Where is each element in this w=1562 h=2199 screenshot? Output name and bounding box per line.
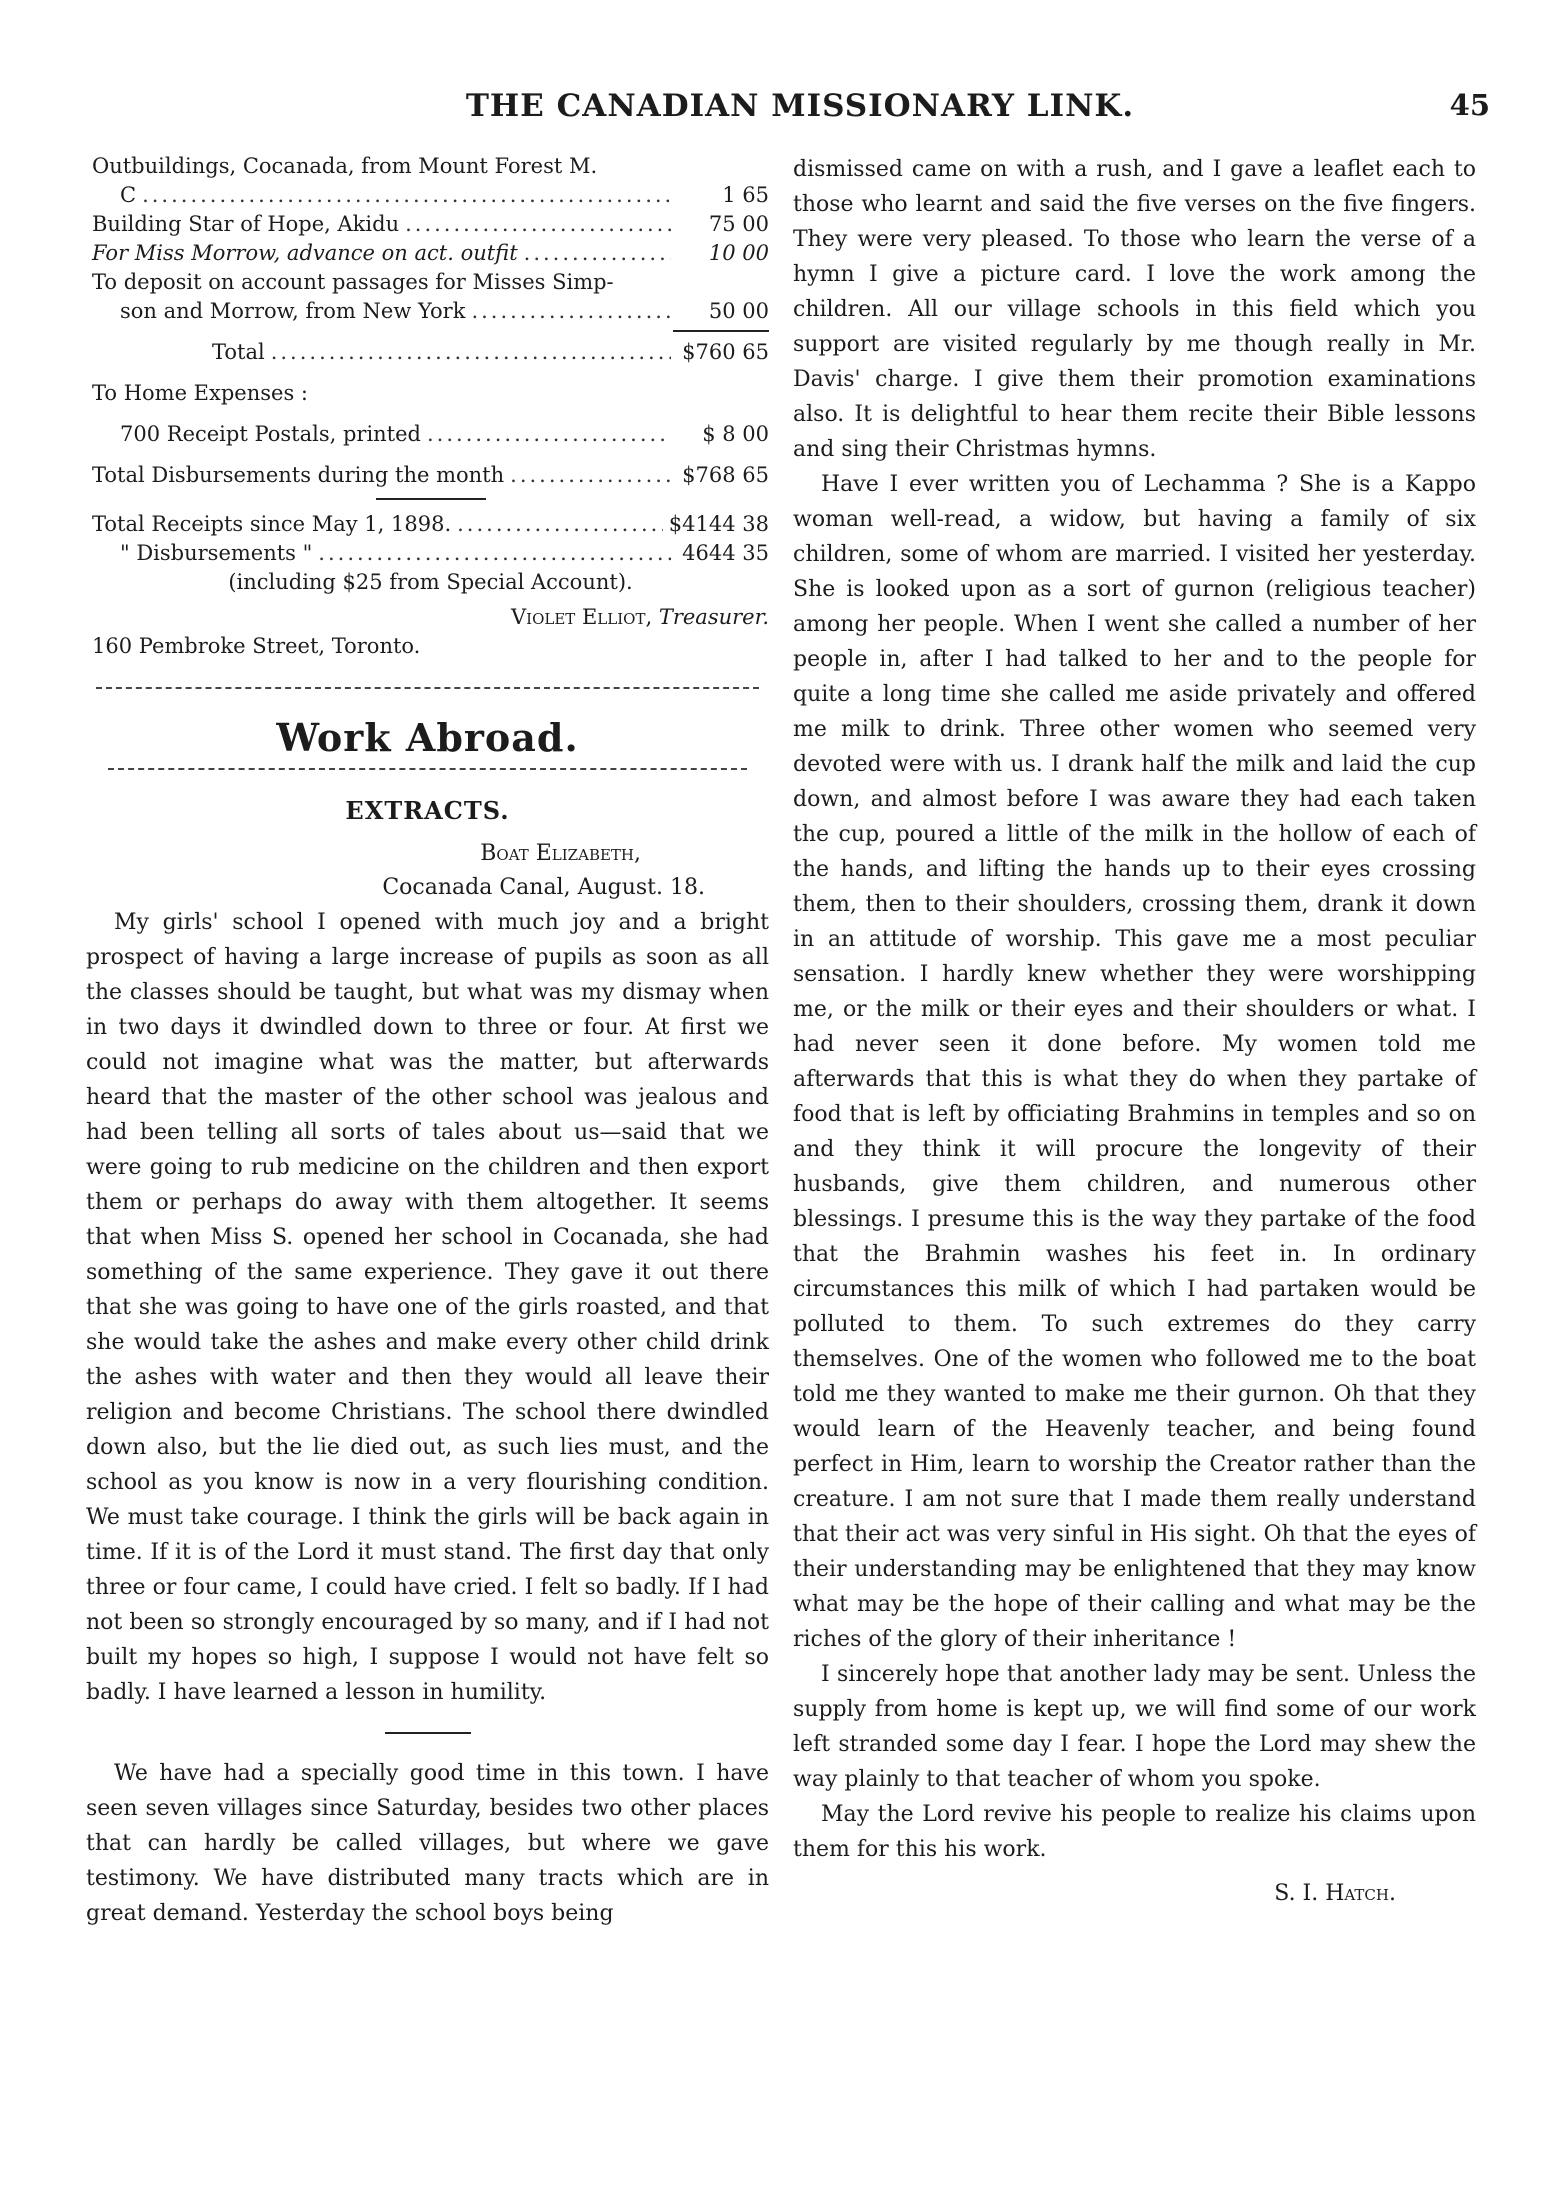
paragraph: May the Lord revive his people to realize his claims upon them for this his work. [793, 1802, 1476, 1862]
treasurer-signature [92, 603, 769, 632]
ledger-amount: 10 00 [708, 241, 769, 265]
ledger-row-label: C [120, 183, 137, 207]
leader-dots [271, 338, 671, 367]
section-title: Work Abroad. [276, 715, 579, 760]
ledger-row [92, 181, 769, 210]
ledger-row-label: 700 Receipt Postals, printed [120, 422, 421, 446]
right-article-text [793, 152, 1476, 1867]
ledger-row-label: For Miss Morrow, advance on act. outfit [92, 241, 518, 265]
paragraph: I sincerely hope that another lady may be sent. Unless the supply from home is kept up, we will find some of our work left stranded some day I fear. I hope the Lord may shew the way plainly to that teacher of whom you spoke. [793, 1662, 1476, 1792]
ledger-amount: 75 00 [708, 212, 769, 236]
ledger-row [92, 420, 769, 449]
leader-dots [142, 181, 671, 210]
treasurer-name: Violet Elliot, [511, 605, 653, 629]
ledger-amount: 1 65 [722, 183, 769, 207]
leader-dots [510, 461, 671, 490]
left-column [86, 152, 769, 1931]
ledger-row-label: To deposit on account passages for Misses Simp- [92, 270, 614, 294]
right-column [793, 152, 1476, 1906]
ledger-total-row [92, 461, 769, 490]
ledger-amount: $760 65 [682, 340, 769, 364]
treasurer-role: Treasurer. [658, 605, 769, 629]
ledger-amount: 4644 35 [682, 541, 769, 565]
leader-dots [318, 539, 671, 568]
ledger-amount: 50 00 [708, 299, 769, 323]
ledger-row [92, 297, 769, 326]
page-number: 45 [1449, 88, 1490, 122]
divider [376, 498, 486, 500]
divider [385, 1732, 471, 1734]
ledger-total-row [92, 338, 769, 367]
sum-rule [673, 330, 769, 332]
paragraph: We have had a specially good time in this town. I have seen seven villages since Saturday, besides two other places that can hardly be called villages, but where we gave testimony. We have distributed many tracts which are in great demand. Yesterday the school boys being [86, 1761, 769, 1926]
ledger-row [92, 539, 769, 568]
section-divider [96, 687, 759, 689]
leader-dots [405, 210, 671, 239]
page-header [110, 88, 1490, 138]
home-expenses-heading: To Home Expenses : [92, 381, 308, 405]
ledger-row-label: Total [212, 340, 265, 364]
ledger-amount: $4144 38 [668, 512, 769, 536]
left-article-text [86, 905, 769, 1931]
section-divider [108, 768, 747, 770]
ledger-row-label: Total Disbursements during the month [92, 463, 505, 487]
paragraph: My girls' school I opened with much joy and a bright prospect of having a large increase of pupils as soon as all the classes should be taught, but what was my dismay when in two days it dwindled down to three or four. At first we could not imagine what was the matter, but afterwards heard that the master of the other school was jealous and had been telling all sorts of tales about us—said that we were going to rub medicine on the children and then export them or perhaps do away with them altogether. It seems that when Miss S. opened her school in Cocanada, she had something of the same experience. They gave it out there that she was going to have one of the girls roasted, and that she would take the ashes and make every other child drink the ashes with water and then they would all leave their religion and become Christians. The school there dwindled down also, but the lie died out, as such lies must, and the school as you know is now in a very flourishing condition. We must take courage. I think the girls will be back again in time. If it is of the Lord it must stand. The first day that only three or four came, I could have cried. I felt so badly. If I had not been so strongly encouraged by so many, and if I had not built my hopes so high, I suppose I would not have felt so badly. I have learned a lesson in humility. [86, 910, 769, 1705]
treasurer-address: 160 Pembroke Street, Toronto. [92, 634, 421, 658]
ledger-row-label: Building Star of Hope, Akidu [92, 212, 400, 236]
paragraph: dismissed came on with a rush, and I gave a leaflet each to those who learnt and said the five verses on the five fingers. They were very pleased. To those who learn the verse of a hymn I give a picture card. I love the work among the children. All our village schools in this field which you support are visited regularly by me though really in Mr. Davis' charge. I give them their promotion examinations also. It is delightful to hear them recite their Bible lessons and sing their Christmas hymns. [793, 157, 1476, 462]
running-title: THE CANADIAN MISSIONARY LINK. [465, 88, 1135, 124]
ledger-amount: $768 65 [682, 463, 769, 487]
author-signature: S. I. Hatch. [1274, 1881, 1396, 1906]
paragraph: Have I ever written you of Lechamma ? She is a Kappo woman well-read, a widow, but having a family of six children, some of whom are married. I visited her yesterday. She is looked upon as a sort of gurnon (religious teacher) among her people. When I went she called a number of her people in, after I had talked to her and to the people for quite a long time she called me aside privately and offered me milk to drink. Three other women who seemed very devoted were with us. I drank half the milk and laid the cup down, and almost before I was aware they had each taken the cup, poured a little of the milk in the hollow of each of the hands, and lifting the hands up to their eyes crossing them, then to their shoulders, crossing them, drank it down in an attitude of worship. This gave me a most peculiar sensation. I hardly knew whether they were worshipping me, or the milk or their eyes and their shoulders or what. I had never seen it done before. My women told me afterwards that this is what they do when they partake of food that is left by officiating Brahmins in temples and so on and they think it will procure the longevity of their husbands, give them children, and numerous other blessings. I presume this is the way they partake of the food that the Brahmin washes his feet in. In ordinary circumstances this milk of which I had partaken would be polluted to them. To such extremes do they carry themselves. One of the women who followed me to the boat told me they wanted to make me their gurnon. Oh that they would learn of the Heavenly teacher, and being found perfect in Him, learn to worship the Creator rather than the creature. I am not sure that I made them really understand that their act was very sinful in His sight. Oh that the eyes of their understanding may be enlightened that they may know what may be the hope of their calling and what may be the riches of the glory of their inheritance ! [793, 472, 1476, 1652]
ledger-row-label: Outbuildings, Cocanada, from Mount Forest M. [92, 154, 598, 178]
leader-dots [457, 510, 663, 539]
ledger-amount: $ 8 00 [702, 422, 769, 446]
leader-dots [524, 239, 671, 268]
letter-place-date: Cocanada Canal, August. 18. [382, 875, 705, 900]
ledger-row [92, 239, 769, 268]
leader-dots [427, 420, 671, 449]
ledger-row [92, 510, 769, 539]
ledger-row-label: " Disbursements " [120, 541, 313, 565]
treasurer-ledger [92, 152, 769, 661]
letter-place: Boat Elizabeth, [480, 841, 641, 866]
leader-dots [471, 297, 671, 326]
subsection-heading: EXTRACTS. [345, 796, 510, 825]
ledger-row-label: son and Morrow, from New York [120, 299, 466, 323]
ledger-row-label: Total Receipts since May 1, 1898. [92, 512, 452, 536]
ledger-note: (including $25 from Special Account). [228, 570, 633, 594]
ledger-row [92, 210, 769, 239]
